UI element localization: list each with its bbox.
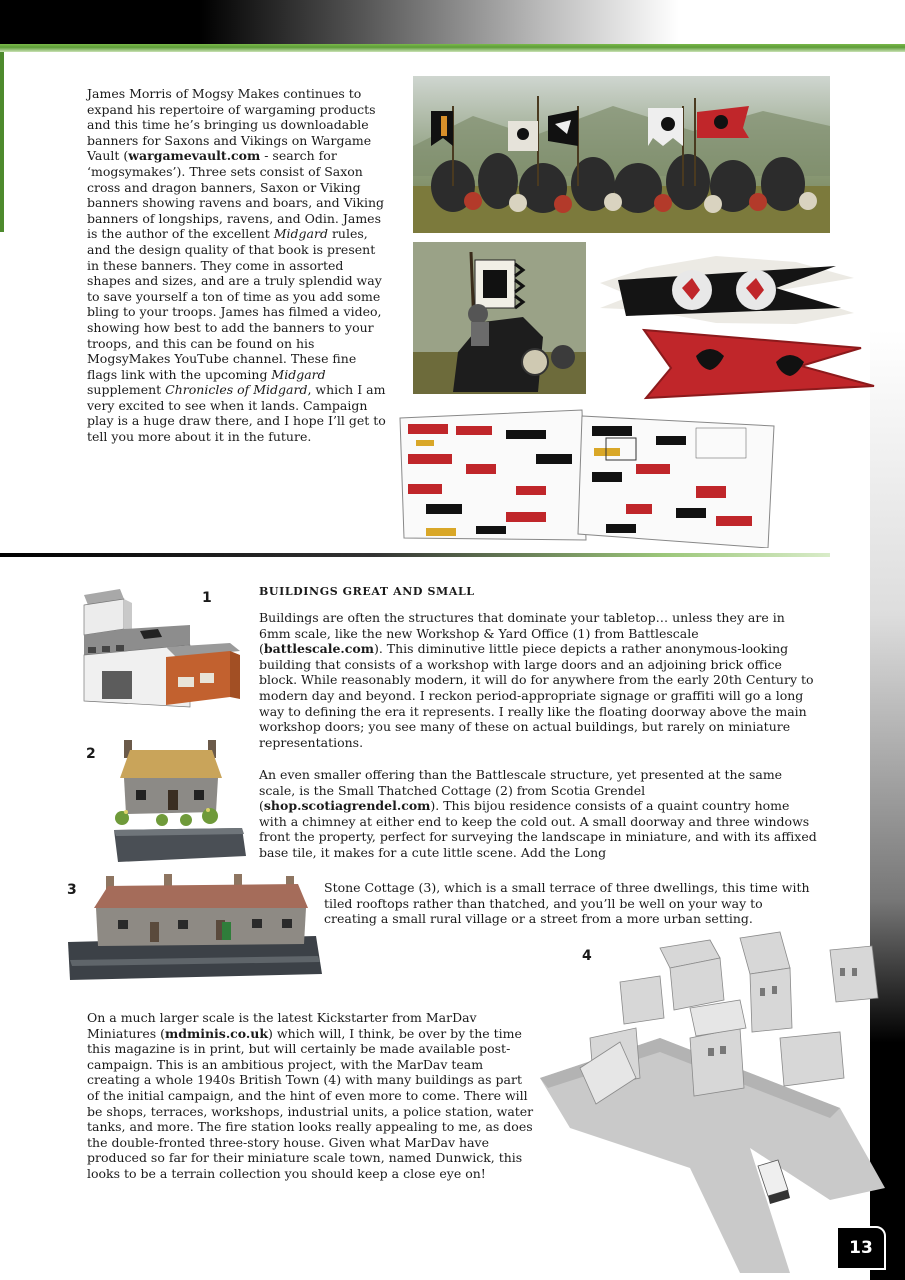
midgard-title-2: Midgard [271, 366, 326, 382]
p1-text-b: ). This diminutive little piece depicts a rather anonymous-looking building that consists of a workshop with large doors and an adjoining brick office block. While reasonably modern, it will do for anywhere from the early 20th Century to modern day and beyond. I reckon period-appropriate signage or graffiti will go a long way to defining the era it represents. I really like the floating doorway above the main workshop doors; you see many of these on actual buildings, but rarely on miniature representations. [259, 641, 814, 750]
figure-number-2: 2 [86, 746, 96, 762]
mardav-paragraph [87, 1010, 535, 1182]
intro-text-4: supplement [87, 382, 166, 398]
p1-text-a: Buildings are often the structures that dominate your tabletop… unless they are in 6mm scale, like the new Workshop & Yard Office (1) from Battlescale ( [259, 610, 785, 657]
header-gradient-band [0, 0, 905, 44]
longstone-paragraph: Stone Cottage (3), which is a small terrace of three dwellings, this time with tiled rooftops rather than thatched, and you’ll be well on your way to creating a small rural village or a street from a more urban setting. [324, 880, 810, 927]
banner-cutouts [596, 238, 876, 408]
standard-bearer-photo [413, 242, 586, 394]
banner-print-sheets [396, 408, 796, 548]
p3-text-b: ) which will, I think, be over by the time this magazine is in print, but will certainly be made available post-campaign. This is an ambitious project, with the MarDav team creating a whole 1940s British Town (4) with many buildings as part of the initial campaign, and the hint of even more to come. There will be shops, terraces, workshops, industrial units, a police station, water tanks, and more. The fire station looks really appealing to me, as does the double-fronted three-story house. Given what MarDav have produced so far for their miniature scale town, named Dunwick, this looks to be a terrain collection you should keep a close eye on! [87, 1025, 534, 1181]
british-town-photo [540, 928, 885, 1278]
mdminis-link: mdminis.co.uk [165, 1025, 269, 1041]
battlescale-link: battlescale.com [263, 641, 374, 657]
workshop-yard-office-photo [80, 585, 248, 715]
p2-text-b: ). This bijou residence consists of a quaint country home with a chimney at either end to keep the cold out. A small doorway and three windows front the property, perfect for surveying the landscape in miniature, and with its affixed base tile, it makes for a cute little scene. Add the Long [259, 798, 817, 860]
viking-army-photo [413, 76, 830, 233]
figure-number-3: 3 [67, 882, 77, 898]
section-divider [0, 553, 830, 557]
p2-text-a: An even smaller offering than the Battlescale structure, yet presented at the same scale, is the Small Thatched Cottage (2) from Scotia Grendel ( [259, 767, 783, 814]
chronicles-title: Chronicles of Midgard [165, 382, 308, 398]
figure-number-4: 4 [582, 948, 592, 964]
header-green-rule [0, 44, 905, 52]
figure-number-1: 1 [202, 590, 212, 606]
section-heading: BUILDINGS GREAT AND SMALL [259, 585, 475, 598]
scotiagrendel-link: shop.scotiagrendel.com [263, 798, 431, 814]
intro-text-3: rules, and the design quality of that book is present in these banners. They come in assorted shapes and sizes, and are a truly splendid way to save yourself a ton of time as you add some bling to your troops. James has filmed a video, showing how best to add the banners to your troops, and this can be found on his MogsyMakes YouTube channel. These fine flags link with the upcoming [87, 226, 382, 382]
long-stone-cottage-photo [66, 872, 324, 984]
intro-paragraph [87, 86, 387, 445]
wargamevault-link: wargamevault.com [128, 148, 261, 164]
intro-text-1: James Morris of Mogsy Makes continues to expand his repertoire of wargaming products and this time he’s bringing us downloadable banners for Saxons and Vikings on Wargame Vault ( [87, 86, 376, 164]
battlescale-paragraph [259, 610, 819, 750]
intro-text-2: - search for ‘mogsymakes’). Three sets consist of Saxon cross and dragon banners, Saxon or Viking banners showing ravens and boars, and Viking banners of longships, ravens, and Odin. James is the author of the excellent [87, 148, 385, 242]
intro-text-5: , which I am very excited to see when it lands. Campaign play is a huge draw there, and I hope I’ll get to tell you more about it in the future. [87, 382, 386, 445]
scotiagrendel-paragraph [259, 767, 819, 861]
left-accent-bar [0, 52, 4, 232]
thatched-cottage-photo [112, 738, 248, 864]
midgard-title: Midgard [273, 226, 328, 242]
page-number: 13 [836, 1226, 886, 1270]
p3-text-a: On a much larger scale is the latest Kickstarter from MarDav Miniatures ( [87, 1010, 477, 1041]
